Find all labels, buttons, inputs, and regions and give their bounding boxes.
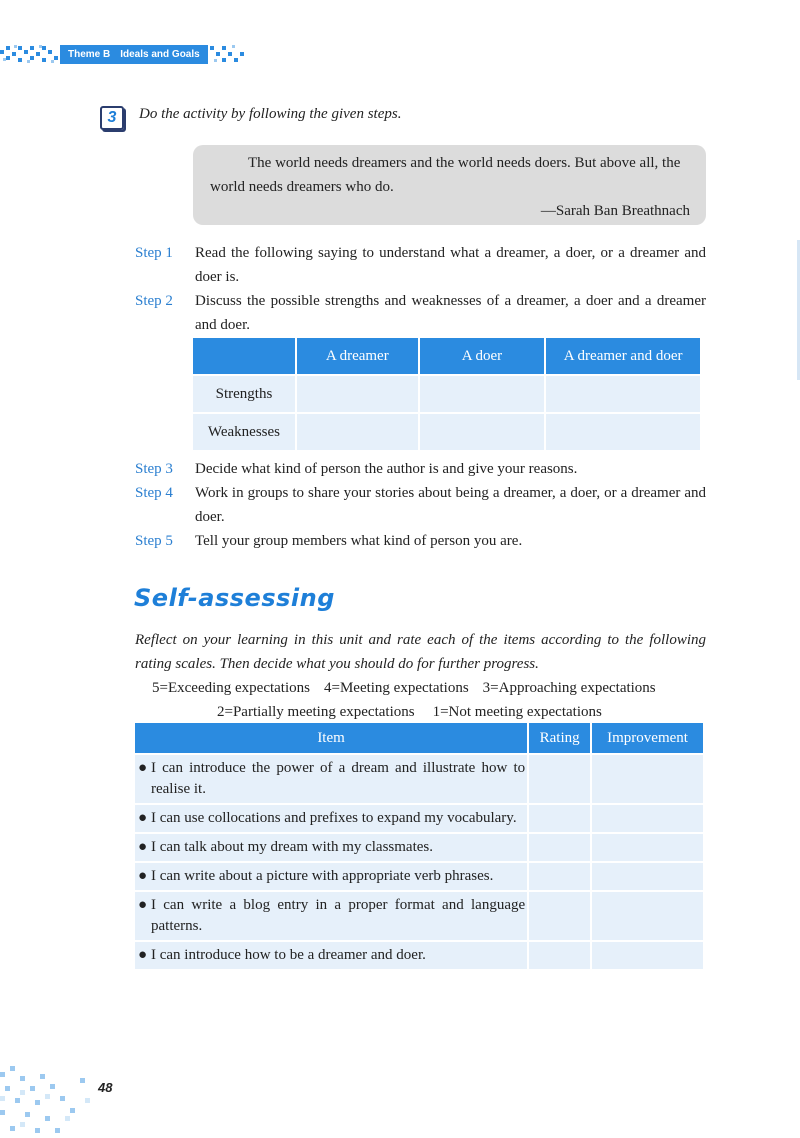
strengths-weaknesses-table — [193, 338, 702, 450]
table-row — [135, 833, 704, 862]
bullet-icon: ● — [138, 897, 148, 913]
rating-scale: 1=Not meeting expectations — [432, 704, 602, 720]
quote-text: The world needs dreamers and the world needs doers. But above all, the world needs dreamers who do. — [210, 155, 681, 195]
page-number: 48 — [98, 1080, 113, 1095]
item-cell — [135, 833, 528, 862]
step-item — [135, 241, 706, 289]
step-item — [135, 457, 706, 481]
item-cell — [135, 891, 528, 941]
table-header-cell: Rating — [528, 723, 591, 754]
item-text: I can use collocations and prefixes to expand my vocabulary. — [151, 810, 517, 826]
rating-scale-line-2 — [217, 700, 602, 724]
table-header-cell: Item — [135, 723, 528, 754]
rating-scale-line-1 — [152, 676, 656, 700]
rating-cell[interactable] — [528, 754, 591, 804]
table-row — [193, 375, 701, 413]
bullet-icon: ● — [138, 947, 148, 963]
step-label: Step 4 — [135, 485, 173, 501]
item-cell — [135, 754, 528, 804]
rating-cell[interactable] — [528, 833, 591, 862]
improvement-cell[interactable] — [591, 862, 704, 891]
improvement-cell[interactable] — [591, 941, 704, 969]
rating-cell[interactable] — [528, 891, 591, 941]
theme-title: Ideals and Goals — [120, 49, 200, 60]
improvement-cell[interactable] — [591, 833, 704, 862]
rating-scale: 2=Partially meeting expectations — [217, 704, 415, 720]
improvement-cell[interactable] — [591, 754, 704, 804]
answer-cell[interactable] — [296, 413, 419, 450]
answer-cell[interactable] — [545, 375, 701, 413]
rating-scale: 5=Exceeding expectations — [152, 680, 310, 696]
step-text: Read the following saying to understand what a dreamer, a doer, or a dreamer and doer is. — [195, 245, 706, 285]
table-row — [193, 413, 701, 450]
step-text: Decide what kind of person the author is and give your reasons. — [195, 461, 578, 477]
step-text: Discuss the possible strengths and weaknesses of a dreamer, a doer and a dreamer and doer. — [195, 293, 706, 333]
answer-cell[interactable] — [545, 413, 701, 450]
activity-number-badge: 3 — [100, 106, 124, 130]
step-text: Work in groups to share your stories about being a dreamer, a doer, or a dreamer and doer. — [195, 485, 706, 525]
bullet-icon: ● — [138, 839, 148, 855]
answer-cell[interactable] — [296, 375, 419, 413]
row-label: Strengths — [193, 375, 296, 413]
table-row — [135, 862, 704, 891]
self-assessment-table — [135, 723, 705, 969]
item-text: I can write about a picture with appropriate verb phrases. — [151, 868, 494, 884]
steps-list-a — [135, 241, 706, 337]
bullet-icon: ● — [138, 868, 148, 884]
table-header-cell: A doer — [419, 338, 546, 375]
rating-scale: 3=Approaching expectations — [482, 680, 656, 696]
bullet-icon: ● — [138, 810, 148, 826]
table-header-cell: A dreamer and doer — [545, 338, 701, 375]
step-item — [135, 481, 706, 529]
table-header-row — [193, 338, 701, 375]
footer-pixel-pattern — [0, 1066, 95, 1138]
rating-cell[interactable] — [528, 804, 591, 833]
item-cell — [135, 862, 528, 891]
table-row — [135, 754, 704, 804]
improvement-cell[interactable] — [591, 891, 704, 941]
bullet-icon: ● — [138, 760, 148, 776]
rating-scale: 4=Meeting expectations — [323, 680, 469, 696]
item-cell — [135, 804, 528, 833]
answer-cell[interactable] — [419, 375, 546, 413]
table-row — [135, 891, 704, 941]
section-title: Self-assessing — [134, 584, 335, 612]
step-text: Tell your group members what kind of person you are. — [195, 533, 523, 549]
step-item — [135, 289, 706, 337]
answer-cell[interactable] — [419, 413, 546, 450]
step-label: Step 5 — [135, 533, 173, 549]
quote-author: —Sarah Ban Breathnach — [540, 203, 690, 219]
table-row — [135, 941, 704, 969]
item-cell — [135, 941, 528, 969]
activity-instruction: Do the activity by following the given steps. — [139, 106, 402, 122]
improvement-cell[interactable] — [591, 804, 704, 833]
rating-cell[interactable] — [528, 941, 591, 969]
table-header-cell: A dreamer — [296, 338, 419, 375]
steps-list-b — [135, 457, 706, 553]
row-label: Weaknesses — [193, 413, 296, 450]
step-label: Step 3 — [135, 461, 173, 477]
rating-cell[interactable] — [528, 862, 591, 891]
assessment-instructions: Reflect on your learning in this unit and rate each of the items according to the following rating scales. Then decide what you should do for further progress. — [135, 632, 706, 672]
step-label: Step 1 — [135, 245, 173, 261]
table-header-cell: Improvement — [591, 723, 704, 754]
item-text: I can introduce the power of a dream and illustrate how to realise it. — [151, 760, 526, 797]
step-label: Step 2 — [135, 293, 173, 309]
item-text: I can introduce how to be a dreamer and doer. — [151, 947, 426, 963]
item-text: I can write a blog entry in a proper format and language patterns. — [151, 897, 526, 934]
table-row — [135, 804, 704, 833]
table-header-row — [135, 723, 704, 754]
theme-header — [60, 45, 208, 64]
theme-label: Theme B — [68, 49, 111, 60]
item-text: I can talk about my dream with my classmates. — [151, 839, 434, 855]
quote-box — [193, 145, 706, 225]
step-item — [135, 529, 706, 553]
table-header-cell — [193, 338, 296, 375]
